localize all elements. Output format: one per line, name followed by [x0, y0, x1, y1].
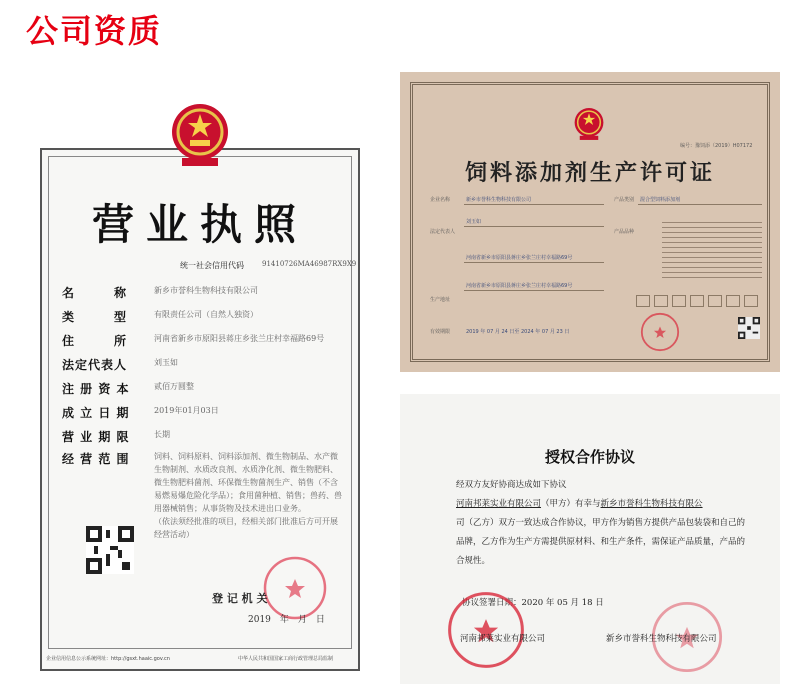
- legal-rep-label: 法定代表人: [430, 229, 456, 235]
- row-value: 有限责任公司（自然人独资）: [154, 310, 258, 319]
- checkbox-row: [636, 292, 762, 311]
- license-footer-left: 企业信用信息公示系统网址：http://gsxt.haaic.gov.cn: [46, 656, 170, 662]
- page-title: 公司资质: [26, 12, 163, 50]
- party-a-signature: 河南邦莱实业有限公司: [460, 634, 546, 644]
- permit-title: 饲料添加剂生产许可证: [464, 161, 715, 186]
- national-emblem-icon: [168, 100, 232, 170]
- row-label: 注 册 资 本: [62, 382, 130, 396]
- row-value: 2019年01月03日: [154, 406, 219, 415]
- site-label: 生产地址: [430, 297, 451, 303]
- row-label: 成 立 日 期: [62, 406, 130, 420]
- agreement-line-2: 司（乙方）双方一致达成合作协议，甲方作为销售方提供产品包装袋和自己的品牌，乙方作为生产方需提供原材料、和生产条件，需保证产品质量，产品的合规性。: [456, 518, 746, 566]
- row-label: 住 所: [62, 334, 128, 348]
- license-footer-right: 中华人民共和国国家工商行政管理总局监制: [238, 656, 334, 662]
- business-license: [40, 148, 360, 671]
- license-title: 营业执照: [91, 200, 308, 249]
- red-seal-icon: [640, 312, 680, 352]
- row-value: 长期: [154, 430, 170, 439]
- field-line: [638, 204, 762, 205]
- credit-code-label: 统一社会信用代码: [180, 261, 244, 270]
- field-line: [464, 290, 604, 291]
- company-label: 企业名称: [430, 197, 451, 203]
- qr-code-icon: [738, 316, 760, 340]
- field-line: [464, 204, 604, 205]
- legal-rep-value: 刘玉如: [466, 219, 482, 225]
- credit-code-value: 91410726MA46987RX9X9: [262, 260, 357, 268]
- row-label: 名 称: [62, 286, 128, 300]
- registration-authority: 登 记 机 关: [212, 592, 268, 605]
- agreement-intro: 经双方友好协商达成如下协议: [456, 480, 567, 490]
- party-a-name: 河南邦莱实业有限公司: [456, 499, 542, 509]
- row-label: 营 业 期 限: [62, 430, 130, 444]
- site-value: 河南省新乡市原阳县蒋庄乡张兰庄村幸福路69号: [466, 283, 573, 289]
- product-label: 产品品种: [614, 229, 635, 235]
- row-value: 贰佰万圆整: [154, 382, 194, 391]
- row-value: 新乡市誉科生物科技有限公司: [154, 286, 258, 295]
- national-emblem-icon: [572, 106, 606, 142]
- red-seal-icon: [446, 590, 526, 670]
- row-label: 法定代表人: [62, 358, 128, 372]
- validity-label: 有效期限: [430, 329, 451, 335]
- registration-date: 2019 年 月 日: [248, 615, 325, 625]
- company-value: 新乡市誉科生物科技有限公司: [466, 197, 532, 203]
- address-value: 河南省新乡市原阳县蒋庄乡张兰庄村幸福路69号: [466, 255, 573, 261]
- qr-code-icon: [86, 526, 134, 574]
- line-1-mid: （甲方）有幸与: [541, 499, 601, 509]
- validity-value: 2019 年 07 月 24 日至 2024 年 07 月 23 日: [466, 329, 570, 335]
- party-b-signature: 新乡市誉科生物科技有限公司: [606, 634, 717, 644]
- agreement-line-1: [456, 495, 746, 514]
- agreement-title: 授权合作协议: [544, 448, 635, 466]
- agreement-body: [456, 476, 746, 571]
- category-value: 混合型饲料添加剂: [640, 197, 681, 203]
- party-b-name: 新乡市誉科生物科技有限公: [600, 499, 703, 509]
- feed-additive-permit: [400, 72, 780, 372]
- sign-date: 协议签署日期：2020 年 05 月 18 日: [462, 598, 604, 608]
- row-value: 河南省新乡市原阳县蒋庄乡张兰庄村幸福路69号: [154, 334, 325, 343]
- permit-number: 编号：豫饲添（2019）H07172: [680, 143, 753, 149]
- field-line: [464, 262, 604, 263]
- authorization-agreement: [400, 394, 780, 684]
- row-label: 类 型: [62, 310, 128, 324]
- row-value: 饲料、饲料原料、饲料添加剂、微生物制品、水产微生物制剂、水质改良剂、水质净化剂、微生物肥料、微生物肥料菌剂、环保微生物菌剂生产、销售（不含易燃易爆危险化学品）；食用菌种植、销售；兽药、兽用器械销售；从事货物及技术进出口业务。 （依法须经批准的项目，经相关部门批准后方可开展经营活动）: [154, 452, 342, 539]
- row-value: 刘玉如: [154, 358, 178, 367]
- row-label: 经 营 范 围: [62, 452, 130, 466]
- category-label: 产品类别: [614, 197, 635, 203]
- field-line: [464, 226, 604, 227]
